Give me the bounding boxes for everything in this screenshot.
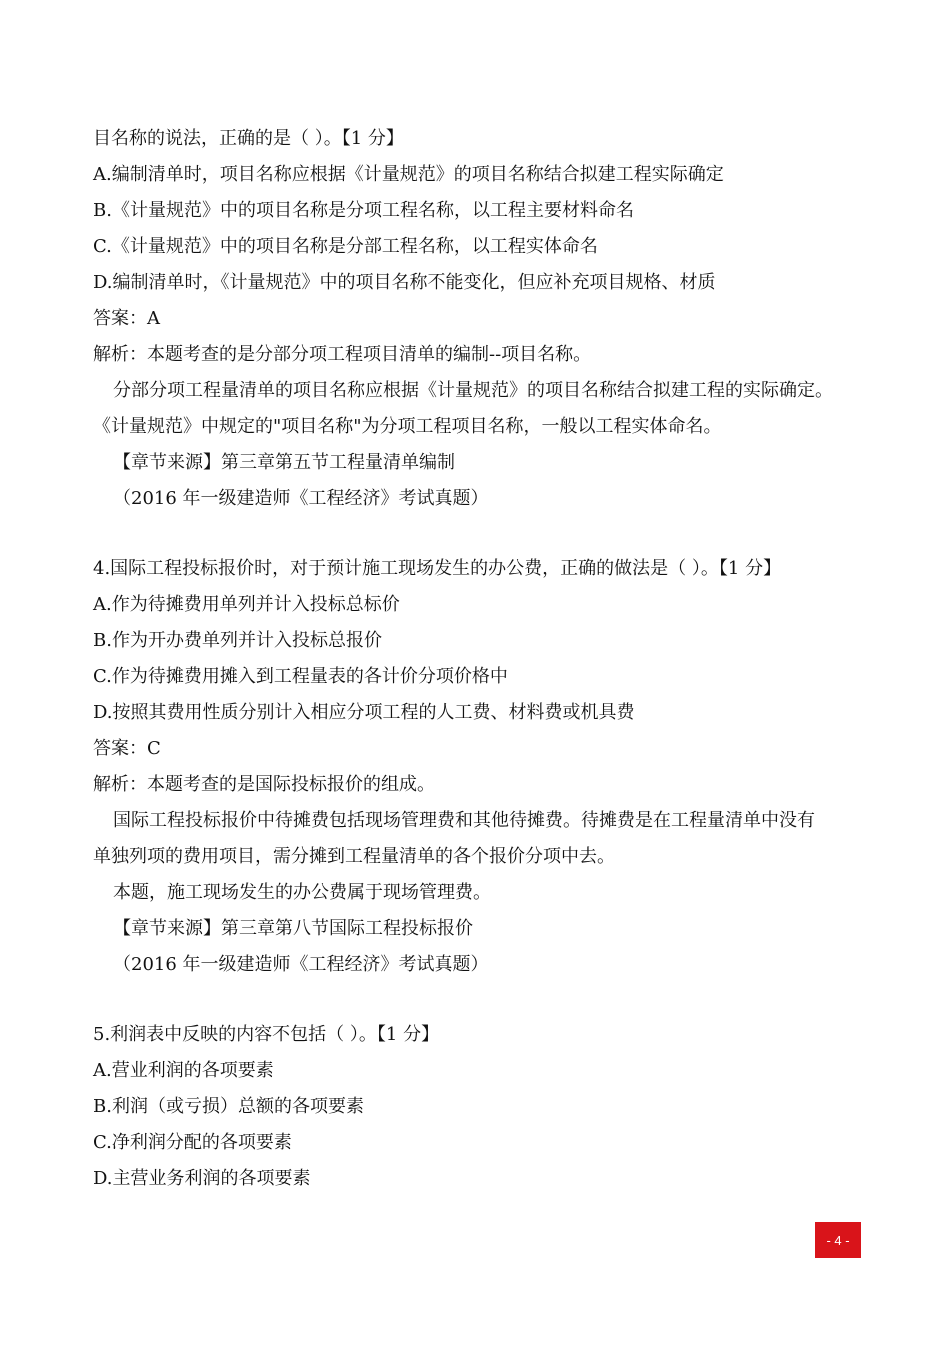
question-3-stem-continuation: 目名称的说法，正确的是（ ）。【1 分】 <box>93 128 404 149</box>
question-5-option-a: A.营业利润的各项要素 <box>93 1060 274 1081</box>
question-4-option-c: C.作为待摊费用摊入到工程量表的各计价分项价格中 <box>93 666 508 687</box>
question-4-answer: 答案：C <box>93 738 161 759</box>
spacer <box>93 983 883 1017</box>
question-4-stem: 4.国际工程投标报价时，对于预计施工现场发生的办公费，正确的做法是（ ）。【1 分】 <box>93 558 782 579</box>
question-4-analysis: 解析：本题考查的是国际投标报价的组成。 <box>93 774 435 795</box>
question-3-option-c: C.《计量规范》中的项目名称是分部工程名称，以工程实体命名 <box>93 236 598 257</box>
question-4-explanation-line-1: 国际工程投标报价中待摊费包括现场管理费和其他待摊费。待摊费是在工程量清单中没有 <box>113 810 815 831</box>
question-3-option-a: A.编制清单时，项目名称应根据《计量规范》的项目名称结合拟建工程实际确定 <box>93 164 724 185</box>
question-5-option-d: D.主营业务利润的各项要素 <box>93 1168 311 1189</box>
document-body <box>93 121 883 1197</box>
question-5-option-b: B.利润（或亏损）总额的各项要素 <box>93 1096 364 1117</box>
question-3-chapter-source: 【章节来源】第三章第五节工程量清单编制 <box>113 452 455 473</box>
question-3-explanation-line-2: 《计量规范》中规定的"项目名称"为分项工程项目名称，一般以工程实体命名。 <box>93 416 722 437</box>
question-4-exam-source: （2016 年一级建造师《工程经济》考试真题） <box>113 954 489 975</box>
question-4-option-b: B.作为开办费单列并计入投标总报价 <box>93 630 382 651</box>
question-4-explanation-line-3: 本题，施工现场发生的办公费属于现场管理费。 <box>113 882 491 903</box>
question-4-option-a: A.作为待摊费用单列并计入投标总标价 <box>93 594 400 615</box>
question-5-option-c: C.净利润分配的各项要素 <box>93 1132 292 1153</box>
question-4-option-d: D.按照其费用性质分别计入相应分项工程的人工费、材料费或机具费 <box>93 702 635 723</box>
question-3-explanation-line-1: 分部分项工程量清单的项目名称应根据《计量规范》的项目名称结合拟建工程的实际确定。 <box>113 380 833 401</box>
question-3-analysis: 解析：本题考查的是分部分项工程项目清单的编制--项目名称。 <box>93 344 592 365</box>
question-4-explanation-line-2: 单独列项的费用项目，需分摊到工程量清单的各个报价分项中去。 <box>93 846 615 867</box>
question-5-stem: 5.利润表中反映的内容不包括（ ）。【1 分】 <box>93 1024 440 1045</box>
question-3-option-d: D.编制清单时，《计量规范》中的项目名称不能变化，但应补充项目规格、材质 <box>93 272 716 293</box>
page-number-badge: - 4 - <box>815 1222 861 1258</box>
question-4-chapter-source: 【章节来源】第三章第八节国际工程投标报价 <box>113 918 473 939</box>
question-3-exam-source: （2016 年一级建造师《工程经济》考试真题） <box>113 488 489 509</box>
spacer <box>93 517 883 551</box>
question-3-answer: 答案：A <box>93 308 160 329</box>
question-3-option-b: B.《计量规范》中的项目名称是分项工程名称，以工程主要材料命名 <box>93 200 634 221</box>
